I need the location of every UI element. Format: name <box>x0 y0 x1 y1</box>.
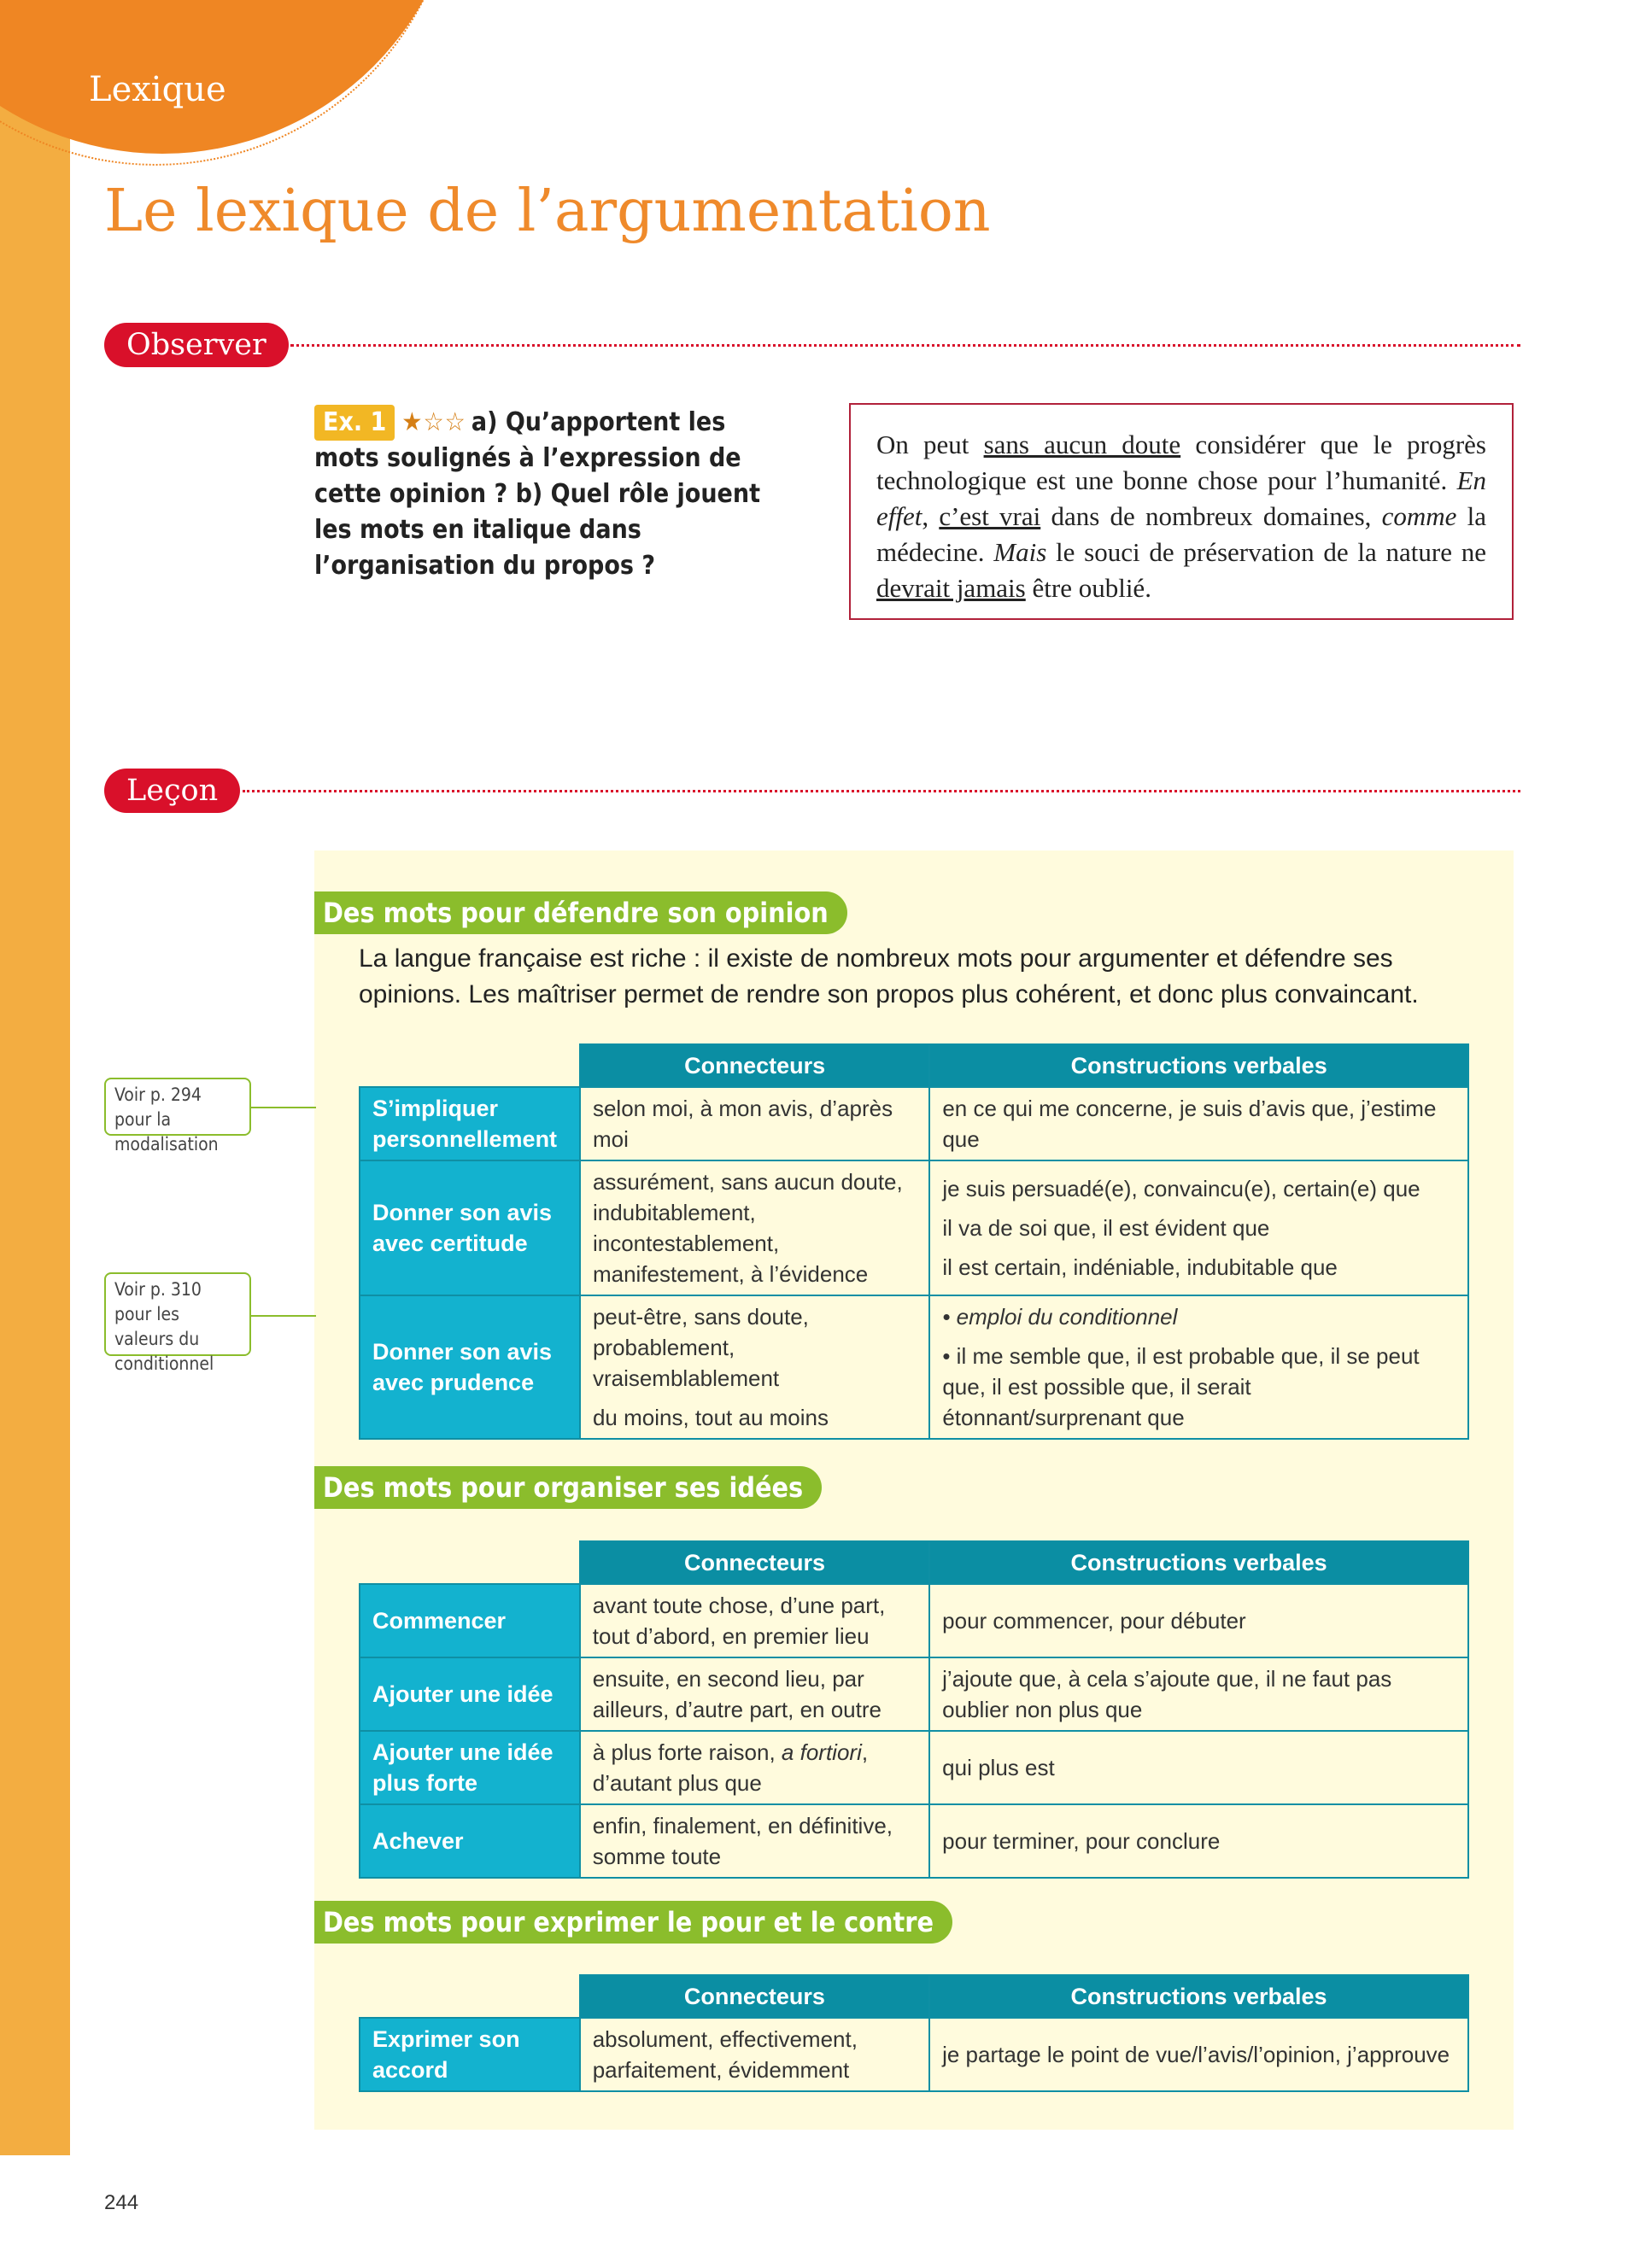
connectors-cell: selon moi, à mon avis, d’après moi <box>580 1087 929 1160</box>
underlined-phrase: c’est vrai <box>939 501 1041 531</box>
row-header: S’impliquer personnellement <box>360 1087 580 1160</box>
underlined-phrase: devrait jamais <box>876 573 1026 603</box>
connectors-cell: assurément, sans aucun doute, indubitablement, incontestablement, manifestement, à l’évidence <box>580 1160 929 1295</box>
verbal-cell: en ce qui me concerne, je suis d’avis que, j’estime que <box>929 1087 1468 1160</box>
table-row <box>360 1804 1468 1878</box>
table-row <box>360 2018 1468 2091</box>
verbal-cell: • emploi du conditionnel • il me semble que, il est probable que, il se peut que, il est possible que, il serait étonnant/surprenant que <box>929 1295 1468 1439</box>
italic-phrase: En effet <box>876 465 1486 531</box>
connectors-cell: peut-être, sans doute, probablement, vraisemblablement du moins, tout au moins <box>580 1295 929 1439</box>
table-row <box>360 1731 1468 1804</box>
row-header: Donner son avis avec certitude <box>360 1160 580 1295</box>
page-title: Le lexique de l’argumentation <box>104 178 991 245</box>
verbal-cell: qui plus est <box>929 1731 1468 1804</box>
column-header: Connecteurs <box>580 1044 929 1087</box>
agreement-table <box>359 1974 1469 2092</box>
observer-label: Observer <box>104 323 289 367</box>
connectors-cell: avant toute chose, d’une part, tout d’abord, en premier lieu <box>580 1584 929 1657</box>
left-margin-bar <box>0 0 70 2155</box>
verbal-cell: je partage le point de vue/l’avis/l’opinion, j’approuve <box>929 2018 1468 2091</box>
column-header: Constructions verbales <box>929 1044 1468 1087</box>
table-row <box>360 1657 1468 1731</box>
verbal-cell: pour terminer, pour conclure <box>929 1804 1468 1878</box>
verbal-cell: je suis persuadé(e), convaincu(e), certain(e) que il va de soi que, il est évident que il est certain, indéniable, indubitable que <box>929 1160 1468 1295</box>
verbal-cell: pour commencer, pour débuter <box>929 1584 1468 1657</box>
connectors-cell: enfin, finalement, en définitive, somme toute <box>580 1804 929 1878</box>
organisation-table <box>359 1540 1469 1879</box>
connectors-cell: à plus forte raison, a fortiori, d’autant plus que <box>580 1731 929 1804</box>
italic-phrase: comme <box>1381 501 1457 531</box>
side-note-modalisation: Voir p. 294 pour la modalisation <box>104 1078 251 1136</box>
section1-intro: La langue française est riche : il existe de nombreux mots pour argumenter et défendre ses opinions. Les maîtriser permet de rendre son propos plus cohérent, et donc plus convaincant. <box>359 944 1419 1008</box>
column-header: Constructions verbales <box>929 1541 1468 1584</box>
observer-divider <box>290 344 1520 347</box>
side-note-connector <box>251 1107 316 1108</box>
section3-title: Des mots pour exprimer le pour et le contre <box>314 1901 952 1944</box>
connectors-cell: ensuite, en second lieu, par ailleurs, d’autre part, en outre <box>580 1657 929 1731</box>
column-header: Connecteurs <box>580 1975 929 2018</box>
table-row <box>360 1295 1468 1439</box>
exercise-question: a) Qu’apportent les mots soulignés à l’expression de cette opinion ? b) Quel rôle jouent les mots en italique dans l’organisation du propos ? <box>314 407 760 581</box>
row-header: Ajouter une idée <box>360 1657 580 1731</box>
quote-box: On peut sans aucun doute considérer que le progrès technologique est une bonne chose pour l’humanité. En effet, c’est vrai dans de nombreux domaines, comme la médecine. Mais le souci de préservation de la nature ne devrait jamais être oublié. <box>849 403 1514 620</box>
page-number: 244 <box>104 2191 139 2214</box>
side-note-conditionnel: Voir p. 310 pour les valeurs du conditionnel <box>104 1272 251 1356</box>
row-header: Commencer <box>360 1584 580 1657</box>
row-header: Exprimer son accord <box>360 2018 580 2091</box>
italic-phrase: Mais <box>993 537 1047 567</box>
connectors-cell: absolument, effectivement, parfaitement, évidemment <box>580 2018 929 2091</box>
exercise-block <box>314 405 791 584</box>
lesson-divider <box>243 790 1520 792</box>
table-row <box>360 1160 1468 1295</box>
underlined-phrase: sans aucun doute <box>983 430 1181 459</box>
table-row <box>360 1584 1468 1657</box>
section2-title: Des mots pour organiser ses idées <box>314 1466 822 1509</box>
verbal-cell: j’ajoute que, à cela s’ajoute que, il ne faut pas oublier non plus que <box>929 1657 1468 1731</box>
row-header: Ajouter une idée plus forte <box>360 1731 580 1804</box>
section1-title: Des mots pour défendre son opinion <box>314 891 847 934</box>
row-header: Donner son avis avec prudence <box>360 1295 580 1439</box>
row-header: Achever <box>360 1804 580 1878</box>
side-note-connector <box>251 1315 316 1317</box>
exercise-badge: Ex. 1 <box>314 405 395 441</box>
table-row <box>360 1087 1468 1160</box>
column-header: Constructions verbales <box>929 1975 1468 2018</box>
header-dotted-outline <box>0 0 456 166</box>
column-header: Connecteurs <box>580 1541 929 1584</box>
difficulty-stars-icon: ★☆☆ <box>401 407 466 437</box>
section-tag: Lexique <box>89 70 226 109</box>
opinion-table <box>359 1043 1469 1440</box>
lesson-label: Leçon <box>104 769 240 813</box>
